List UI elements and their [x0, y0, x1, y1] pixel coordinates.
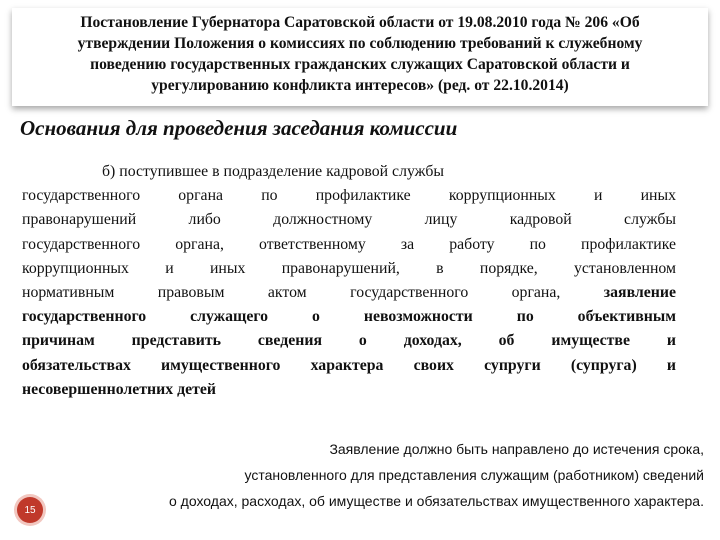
body-text — [22, 160, 676, 402]
body-line-bold: несовершеннолетних детей — [22, 380, 216, 398]
body-line-bold: причинам представить сведения о доходах, об имуществе и — [22, 332, 676, 350]
body-line-bold: заявление — [603, 283, 676, 301]
header-title — [14, 12, 706, 96]
body-line-regular: нормативным правовым актом государственного органа, — [22, 283, 604, 301]
body-line — [22, 281, 676, 305]
body-line: коррупционных и иных правонарушений, в порядке, установленном — [22, 259, 676, 277]
body-line-bold: государственного служащего о невозможности по объективным — [22, 308, 676, 326]
header-title-line: Постановление Губернатора Саратовской области от 19.08.2010 года № 206 «Об — [80, 14, 640, 31]
body-line: б) поступившее в подразделение кадровой службы — [102, 163, 444, 180]
body-line: государственного органа по профилактике коррупционных и иных — [22, 187, 676, 205]
note-text — [14, 436, 704, 514]
page-number-badge: 15 — [17, 497, 43, 523]
header-title-line: поведению государственных гражданских служащих Саратовской области и — [90, 56, 630, 73]
header-title-line: урегулированию конфликта интересов» (ред. от 22.10.2014) — [151, 77, 569, 94]
body-line: правонарушений либо должностному лицу кадровой службы — [22, 211, 676, 229]
note-line: установленного для представления служащим (работником) сведений — [244, 467, 704, 483]
note-line: Заявление должно быть направлено до истечения срока, — [329, 441, 704, 457]
note-line: о доходах, расходах, об имуществе и обязательствах имущественного характера. — [168, 493, 704, 509]
body-line: государственного органа, ответственному за работу по профилактике — [22, 235, 676, 253]
body-line-bold: обязательствах имущественного характера своих супруги (супруга) и — [22, 356, 676, 374]
section-subtitle: Основания для проведения заседания комиссии — [20, 116, 458, 140]
header-title-line: утверждении Положения о комиссиях по соблюдению требований к служебному — [77, 35, 643, 52]
